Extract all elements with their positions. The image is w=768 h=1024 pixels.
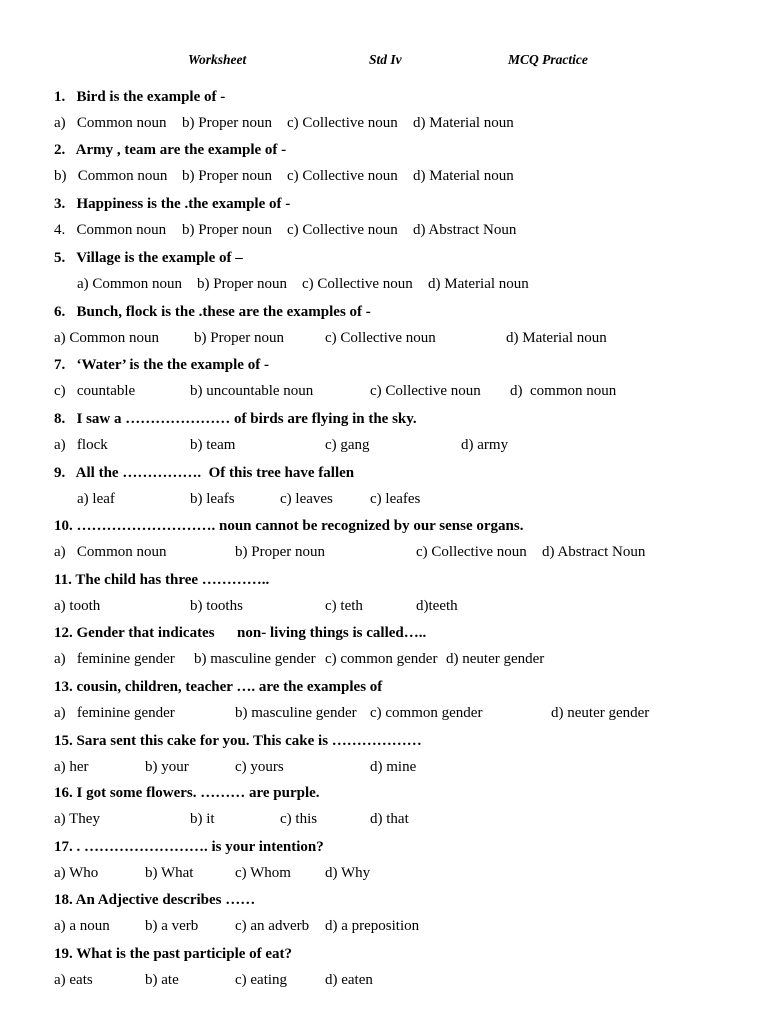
question-13: 15. Sara sent this cake for you. This cake is ……………… xyxy=(54,733,422,749)
option-4-b: b) Proper noun xyxy=(197,276,287,292)
question-5: 6. Bunch, flock is the .these are the examples of - xyxy=(54,304,371,320)
option-5-b: b) Proper noun xyxy=(194,330,284,346)
option-5-c: c) Collective noun xyxy=(325,330,436,346)
question-7: 8. I saw a ………………… of birds are flying in the sky. xyxy=(54,411,417,427)
option-12-a: a) feminine gender xyxy=(54,705,175,721)
options-row-1 xyxy=(54,113,754,133)
options-row-11 xyxy=(54,649,754,669)
option-4-d: d) Material noun xyxy=(428,276,529,292)
option-15-b: b) What xyxy=(145,865,194,881)
option-9-a: a) Common noun xyxy=(54,544,167,560)
header-mcq-practice: MCQ Practice xyxy=(508,52,588,67)
option-7-b: b) team xyxy=(190,437,236,453)
options-row-14 xyxy=(54,809,754,829)
option-3-c: c) Collective noun xyxy=(287,222,398,238)
option-15-c: c) Whom xyxy=(235,865,291,881)
option-4-a: a) Common noun xyxy=(77,276,182,292)
question-12: 13. cousin, children, teacher …. are the examples of xyxy=(54,679,383,695)
options-row-10 xyxy=(54,596,754,616)
question-9: 10. ………………………. noun cannot be recognized by our sense organs. xyxy=(54,518,524,534)
option-13-b: b) your xyxy=(145,759,189,775)
option-17-d: d) eaten xyxy=(325,972,373,988)
option-6-c: c) Collective noun xyxy=(370,383,481,399)
option-4-c: c) Collective noun xyxy=(302,276,413,292)
question-11: 12. Gender that indicates non- living things is called….. xyxy=(54,625,427,641)
option-10-d: d)teeth xyxy=(416,598,458,614)
option-1-c: c) Collective noun xyxy=(287,115,398,131)
option-16-a: a) a noun xyxy=(54,918,110,934)
option-13-a: a) her xyxy=(54,759,89,775)
options-row-15 xyxy=(54,863,754,883)
option-9-c: c) Collective noun xyxy=(416,544,527,560)
options-row-9 xyxy=(54,542,754,562)
question-14: 16. I got some flowers. ……… are purple. xyxy=(54,785,320,801)
option-1-b: b) Proper noun xyxy=(182,115,272,131)
option-8-d: c) leafes xyxy=(370,491,421,507)
option-17-a: a) eats xyxy=(54,972,93,988)
options-row-13 xyxy=(54,757,754,777)
option-12-b: b) masculine gender xyxy=(235,705,357,721)
option-14-c: c) this xyxy=(280,811,318,827)
option-6-a: c) countable xyxy=(54,383,136,399)
option-11-b: b) masculine gender xyxy=(194,651,316,667)
option-9-b: b) Proper noun xyxy=(235,544,325,560)
options-row-6 xyxy=(54,381,754,401)
option-6-d: d) common noun xyxy=(510,383,617,399)
question-8: 9. All the ……………. Of this tree have fallen xyxy=(54,465,355,481)
option-1-d: d) Material noun xyxy=(413,115,514,131)
option-16-d: d) a preposition xyxy=(325,918,420,934)
question-6: 7. ‘Water’ is the the example of - xyxy=(54,357,269,373)
option-12-d: d) neuter gender xyxy=(551,705,650,721)
option-2-d: d) Material noun xyxy=(413,168,514,184)
question-4: 5. Village is the example of – xyxy=(54,250,243,266)
options-row-5 xyxy=(54,328,754,348)
option-15-d: d) Why xyxy=(325,865,371,881)
option-2-b: b) Proper noun xyxy=(182,168,272,184)
option-7-c: c) gang xyxy=(325,437,370,453)
options-row-17 xyxy=(54,970,754,990)
option-3-a: 4. Common noun xyxy=(54,222,167,238)
option-3-d: d) Abstract Noun xyxy=(413,222,517,238)
option-2-c: c) Collective noun xyxy=(287,168,398,184)
question-3: 3. Happiness is the .the example of - xyxy=(54,196,291,212)
option-11-c: c) common gender xyxy=(325,651,438,667)
option-11-a: a) feminine gender xyxy=(54,651,175,667)
option-8-c: c) leaves xyxy=(280,491,333,507)
header-std: Std Iv xyxy=(369,52,402,67)
option-10-b: b) tooths xyxy=(190,598,243,614)
option-10-a: a) tooth xyxy=(54,598,101,614)
option-6-b: b) uncountable noun xyxy=(190,383,314,399)
question-10: 11. The child has three ………….. xyxy=(54,572,270,588)
option-14-d: d) that xyxy=(370,811,409,827)
option-13-c: c) yours xyxy=(235,759,284,775)
option-5-d: d) Material noun xyxy=(506,330,607,346)
option-17-c: c) eating xyxy=(235,972,288,988)
option-14-b: b) it xyxy=(190,811,215,827)
option-10-c: c) teth xyxy=(325,598,363,614)
question-1: 1. Bird is the example of - xyxy=(54,89,226,105)
option-9-d: d) Abstract Noun xyxy=(542,544,646,560)
option-1-a: a) Common noun xyxy=(54,115,167,131)
option-12-c: c) common gender xyxy=(370,705,483,721)
option-16-c: c) an adverb xyxy=(235,918,310,934)
options-row-3 xyxy=(54,220,754,240)
options-row-2 xyxy=(54,166,754,186)
option-2-a: b) Common noun xyxy=(54,168,168,184)
question-16: 18. An Adjective describes …… xyxy=(54,892,256,908)
option-15-a: a) Who xyxy=(54,865,99,881)
options-row-7 xyxy=(54,435,754,455)
option-3-b: b) Proper noun xyxy=(182,222,272,238)
option-7-d: d) army xyxy=(461,437,509,453)
options-row-8 xyxy=(54,489,754,509)
option-5-a: a) Common noun xyxy=(54,330,159,346)
option-8-b: b) leafs xyxy=(190,491,235,507)
question-2: 2. Army , team are the example of - xyxy=(54,142,287,158)
option-11-d: d) neuter gender xyxy=(446,651,545,667)
option-16-b: b) a verb xyxy=(145,918,199,934)
question-15: 17. . ……………………. is your intention? xyxy=(54,839,324,855)
option-13-d: d) mine xyxy=(370,759,417,775)
question-17: 19. What is the past participle of eat? xyxy=(54,946,293,962)
option-17-b: b) ate xyxy=(145,972,179,988)
option-14-a: a) They xyxy=(54,811,100,827)
option-8-a: a) leaf xyxy=(77,491,115,507)
option-7-a: a) flock xyxy=(54,437,108,453)
options-row-12 xyxy=(54,703,754,723)
options-row-4 xyxy=(54,274,754,294)
header-worksheet: Worksheet xyxy=(188,52,247,67)
options-row-16 xyxy=(54,916,754,936)
